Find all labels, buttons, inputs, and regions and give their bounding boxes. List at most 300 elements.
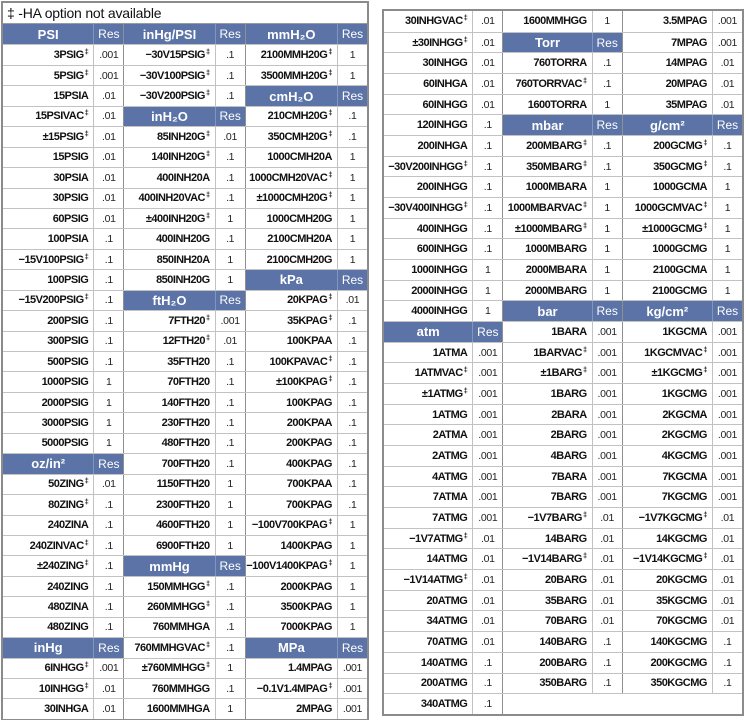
resolution-cell: .1 [216,148,246,167]
range-row [3,126,124,146]
range-code-cell: 350KGCMG [623,674,713,694]
resolution-cell: .1 [216,618,246,637]
resolution-cell: .1 [473,219,503,239]
range-row [246,617,367,637]
range-row [124,228,245,248]
range-row [246,576,367,596]
resolution-cell: .01 [94,189,124,208]
range-code-cell: ±1BARG ‡ [503,363,592,383]
range-code-cell: −100V1400KPAG ‡ [246,556,338,575]
range-row [246,658,367,678]
resolution-cell: 1 [349,212,356,225]
res-header-cell: Res [716,118,739,133]
range-code-cell: 100KPAVAC ‡ [246,352,338,371]
resolution-cell: .01 [345,294,360,307]
range-row [3,147,124,167]
resolution-cell: .1 [348,376,357,389]
resolution-cell: 1 [349,560,356,573]
range-code-cell: 760MMHGA [124,618,215,637]
resolution-cell: .01 [593,591,623,611]
range-code-cell: 300PSIG [3,332,94,351]
resolution-cell: .001 [593,322,623,342]
range-code-cell: 3500MMH20G ‡ [246,66,338,85]
unit-header-cell: MPa [246,638,338,657]
resolution-cell: .001 [717,367,738,380]
resolution-cell: .1 [216,679,246,698]
range-row [503,652,622,673]
range-code-cell: 240ZINA [3,516,94,535]
resolution-cell: 1 [593,260,623,280]
range-row [384,280,503,301]
unit-header-cell: cmH₂O [246,86,338,105]
column-pair [3,24,124,719]
range-code-cell: 850INH20G [124,270,215,289]
range-code-cell: 120INHGG [384,115,473,135]
range-code-cell: ±400INH20G ‡ [124,209,215,228]
resolution-cell: .1 [348,130,357,143]
range-row [503,280,622,301]
range-code-cell: 15PSIG [3,148,94,167]
range-code-cell: 150MMHGG ‡ [124,577,215,596]
resolution-cell: .1 [593,53,623,73]
range-code-cell: 50ZING ‡ [3,475,94,494]
range-row [124,637,245,657]
range-code-cell: 4600FTH20 [124,516,215,535]
range-code-cell: 100PSIG [3,270,94,289]
resolution-cell: .01 [593,570,623,590]
resolution-cell: .1 [216,413,246,432]
range-row [246,392,367,412]
unit-header-row [623,114,742,135]
range-code-cell: −1V7ATMG ‡ [384,529,473,549]
resolution-cell: .001 [717,346,738,359]
range-code-cell: 3PSIG ‡ [3,45,94,64]
unit-header-cell: oz/in² [3,454,94,473]
range-code-cell: 480ZINA [3,597,94,616]
range-code-cell: 1000MBARA [503,177,592,197]
range-code-cell: 100KPAG [246,393,338,412]
resolution-cell: .01 [216,332,246,351]
range-row [384,569,503,590]
range-code-cell: 2100CMH20G [246,250,338,269]
range-code-cell: 140FTH20 [124,393,215,412]
range-code-cell: 200BARG [503,653,592,673]
range-code-cell: 15PSIVAC ‡ [3,107,94,126]
range-row [124,310,245,330]
range-code-cell: −1V7KGCMG ‡ [623,508,713,528]
range-code-cell: −15V100PSIG ‡ [3,250,94,269]
range-row [246,698,367,718]
resolution-cell: .001 [717,15,738,28]
resolution-cell: .1 [723,677,732,690]
resolution-cell: .1 [94,250,124,269]
resolution-cell: 1 [473,260,503,280]
range-code-cell: 6INHGG ‡ [3,659,94,678]
resolution-cell: .1 [94,311,124,330]
range-row [3,678,124,698]
range-code-cell: 140INH20G ‡ [124,148,215,167]
range-row [623,94,742,115]
resolution-cell: .001 [473,467,503,487]
unit-header-cell: atm [384,322,473,342]
range-row [623,321,742,342]
range-code-cell: 5PSIG ‡ [3,66,94,85]
unit-header-cell: Torr [503,33,592,53]
range-code-cell: 2100GCMG [623,281,713,301]
range-code-cell: 60PSIG [3,209,94,228]
range-row [3,85,124,105]
resolution-cell: .001 [342,662,363,675]
resolution-cell: .1 [94,352,124,371]
range-code-cell: 100PSIA [3,229,94,248]
range-row [384,631,503,652]
resolution-cell: .1 [348,335,357,348]
range-row [503,528,622,549]
range-code-cell: ±30INHGG ‡ [384,33,473,53]
resolution-cell: .01 [94,475,124,494]
range-code-cell: 7MPAG [623,33,713,53]
range-row [503,52,622,73]
range-row [503,238,622,259]
range-row [246,453,367,473]
range-row [3,474,124,494]
range-code-cell: 30PSIA [3,168,94,187]
resolution-cell: .01 [94,86,124,105]
empty-cell [503,694,593,714]
resolution-cell: 1 [94,413,124,432]
range-code-cell: 240ZINVAC ‡ [3,536,94,555]
range-code-cell: 35FTH20 [124,352,215,371]
resolution-cell: 1 [216,475,246,494]
resolution-cell: 1 [724,243,731,256]
range-code-cell: 1150FTH20 [124,475,215,494]
range-row [124,678,245,698]
range-row [623,342,742,363]
resolution-cell: 1 [724,263,731,276]
range-row [124,269,245,289]
res-header-cell: Res [216,291,246,310]
unit-header-row [246,24,367,44]
range-row [246,147,367,167]
range-row [623,135,742,156]
range-row [503,610,622,631]
resolution-cell: 1 [216,516,246,535]
range-row [124,249,245,269]
range-code-cell: 200INHGG [384,177,473,197]
resolution-cell: .1 [348,355,357,368]
resolution-cell: 1 [216,209,246,228]
resolution-cell: 1 [593,95,623,115]
range-code-cell: 140ATMG [384,653,473,673]
range-row [623,259,742,280]
resolution-cell: 1 [349,171,356,184]
range-code-cell: 1000GCMVAC ‡ [623,198,713,218]
unit-header-cell: inHg [3,638,94,657]
range-code-cell: 400INH20G [124,229,215,248]
range-row [384,238,503,259]
range-row [384,445,503,466]
resolution-cell: 1 [94,372,124,391]
range-row [124,167,245,187]
resolution-cell: 1 [349,539,356,552]
range-code-cell: 700KPAA [246,475,338,494]
resolution-cell: .001 [94,659,124,678]
range-code-cell: 14MPAG [623,53,713,73]
range-row [124,658,245,678]
range-code-cell: −1V14BARG ‡ [503,549,592,569]
range-code-cell: 240ZING [3,577,94,596]
unit-header-row [503,32,622,53]
resolution-cell: 1 [593,11,623,32]
range-code-cell: 3.5MPAG [623,11,713,32]
res-header-cell: Res [94,454,124,473]
resolution-cell: .1 [473,694,503,714]
resolution-cell: .1 [216,229,246,248]
range-code-cell: 2ATMA [384,425,473,445]
res-header-cell: Res [216,24,246,44]
range-code-cell: 4KGCMG [623,446,713,466]
range-row [384,300,503,321]
range-row [384,114,503,135]
resolution-cell: .001 [473,384,503,404]
range-row [623,507,742,528]
unit-header-cell: g/cm² [623,115,713,135]
unit-header-cell: mmHg [124,556,215,575]
range-row [623,486,742,507]
resolution-cell: 1 [724,201,731,214]
resolution-cell: .1 [94,495,124,514]
range-row [384,218,503,239]
range-code-cell: 2000PSIG [3,393,94,412]
resolution-cell: .1 [473,239,503,259]
range-code-cell: 4BARG [503,446,592,466]
range-code-cell: 2100CMH20A [246,229,338,248]
resolution-cell: .1 [593,674,623,694]
resolution-cell: .001 [473,425,503,445]
resolution-cell: .01 [473,529,503,549]
resolution-cell: .1 [216,372,246,391]
resolution-cell: .1 [348,417,357,430]
range-row [3,106,124,126]
range-row [3,494,124,514]
range-code-cell: −1V7BARG ‡ [503,508,592,528]
range-row [503,569,622,590]
pressure-table-right [382,9,744,716]
range-row [623,652,742,673]
empty-row [503,693,622,714]
range-code-cell: 1000GCMG [623,239,713,259]
res-header-cell: Res [216,107,246,126]
range-row [3,310,124,330]
resolution-cell: 1 [216,270,246,289]
range-code-cell: 350BARG [503,674,592,694]
range-code-cell: 350MBARG ‡ [503,157,592,177]
resolution-cell: 1 [593,219,623,239]
range-row [3,188,124,208]
resolution-cell: 1 [473,281,503,301]
resolution-cell: .01 [473,611,503,631]
range-code-cell: 260MMHGG ‡ [124,597,215,616]
range-row [124,44,245,64]
range-code-cell: 20BARG [503,570,592,590]
resolution-cell: 1 [593,281,623,301]
range-row [3,351,124,371]
range-code-cell: 10INHGG ‡ [3,679,94,698]
range-code-cell: ±1000CMH20G ‡ [246,189,338,208]
range-code-cell: 1ATMVAC ‡ [384,363,473,383]
unit-header-row [503,300,622,321]
range-code-cell: 1000GCMA [623,177,713,197]
range-row [384,424,503,445]
range-code-cell: 14BARG [503,529,592,549]
resolution-cell: .01 [720,594,735,607]
resolution-cell: .1 [94,556,124,575]
resolution-cell: .001 [717,387,738,400]
res-header-cell: Res [341,27,364,42]
resolution-cell: .001 [717,449,738,462]
range-row [623,610,742,631]
range-code-cell: 1600MMHGA [124,699,215,718]
range-row [246,433,367,453]
range-row [503,73,622,94]
range-code-cell: −30V200INHGG ‡ [384,157,473,177]
resolution-cell: 1 [349,621,356,634]
range-code-cell: 210CMH20G ‡ [246,107,338,126]
range-row [246,678,367,698]
resolution-cell: .1 [473,115,503,135]
range-row [124,433,245,453]
resolution-cell: .1 [593,653,623,673]
resolution-cell: .01 [720,511,735,524]
range-code-cell: 2100GCMA [623,260,713,280]
right-table-columns [384,11,742,714]
unit-header-row [623,300,742,321]
range-code-cell: 700KPAG [246,495,338,514]
range-row [503,135,622,156]
unit-header-row [3,637,124,657]
range-code-cell: 760TORRVAC ‡ [503,74,592,94]
res-header-cell: Res [94,24,124,44]
resolution-cell: .01 [94,209,124,228]
res-header-cell: Res [94,638,124,657]
range-code-cell: 1000CMH20G [246,209,338,228]
range-code-cell: 1.4MPAG [246,659,338,678]
range-code-cell: 1000MBARG [503,239,592,259]
range-code-cell: 4ATMG [384,467,473,487]
resolution-cell: .01 [720,532,735,545]
range-row [384,135,503,156]
resolution-cell: .1 [473,674,503,694]
range-row [503,197,622,218]
range-code-cell: 7000KPAG [246,618,338,637]
range-code-cell: 35BARG [503,591,592,611]
range-row [503,11,622,32]
range-row [503,404,622,425]
resolution-cell: .01 [94,699,124,718]
resolution-cell: .01 [94,679,124,698]
resolution-cell: 1 [593,239,623,259]
range-row [503,259,622,280]
resolution-cell: .1 [348,396,357,409]
resolution-cell: .001 [94,45,124,64]
resolution-cell: .01 [473,33,503,53]
range-code-cell: 85INH20G ‡ [124,127,215,146]
range-row [623,631,742,652]
range-row [246,249,367,269]
range-row [384,259,503,280]
res-header-cell: Res [216,556,246,575]
range-code-cell: 200PSIG [3,311,94,330]
range-code-cell: 400INH20VAC ‡ [124,189,215,208]
range-row [246,474,367,494]
range-code-cell: 200KGCMG [623,653,713,673]
range-row [124,453,245,473]
resolution-cell: .1 [216,45,246,64]
range-code-cell: 1000INHGG [384,260,473,280]
resolution-cell: 1 [349,49,356,62]
range-row [384,362,503,383]
range-row [384,466,503,487]
range-code-cell: 480FTH20 [124,434,215,453]
range-code-cell: 2000KPAG [246,577,338,596]
resolution-cell: .1 [94,577,124,596]
range-row [384,673,503,694]
resolution-cell: .001 [342,682,363,695]
range-code-cell: 30INHGA [3,699,94,718]
resolution-cell: 1 [94,393,124,412]
unit-header-row [384,321,503,342]
resolution-cell: .1 [216,393,246,412]
range-code-cell: 14ATMG [384,549,473,569]
range-row [246,126,367,146]
resolution-cell: .01 [720,573,735,586]
res-header-cell: Res [341,89,364,104]
range-row [623,362,742,383]
range-code-cell: 760MMHGG [124,679,215,698]
resolution-cell: .1 [94,618,124,637]
range-row [503,383,622,404]
range-row [384,404,503,425]
range-row [503,486,622,507]
range-row [623,156,742,177]
resolution-cell: .01 [473,632,503,652]
range-code-cell: 1KGCMVAC ‡ [623,343,713,363]
range-row [384,176,503,197]
pressure-table-left [1,1,369,720]
resolution-cell: .01 [94,127,124,146]
resolution-cell: .001 [717,491,738,504]
resolution-cell: .01 [473,591,503,611]
range-row [3,555,124,575]
range-row [3,331,124,351]
resolution-cell: .001 [342,703,363,716]
range-code-cell: 200KPAG [246,434,338,453]
empty-row [623,693,742,714]
range-row [124,188,245,208]
resolution-cell: 1 [349,233,356,246]
range-row [384,507,503,528]
unit-header-row [124,24,245,44]
range-row [3,371,124,391]
range-row [246,188,367,208]
unit-header-cell: PSI [3,24,94,44]
range-code-cell: −100V700KPAG ‡ [246,516,338,535]
range-code-cell: 700FTH20 [124,454,215,473]
range-row [3,167,124,187]
range-code-cell: 400KPAG [246,454,338,473]
resolution-cell: .01 [720,615,735,628]
range-row [384,94,503,115]
